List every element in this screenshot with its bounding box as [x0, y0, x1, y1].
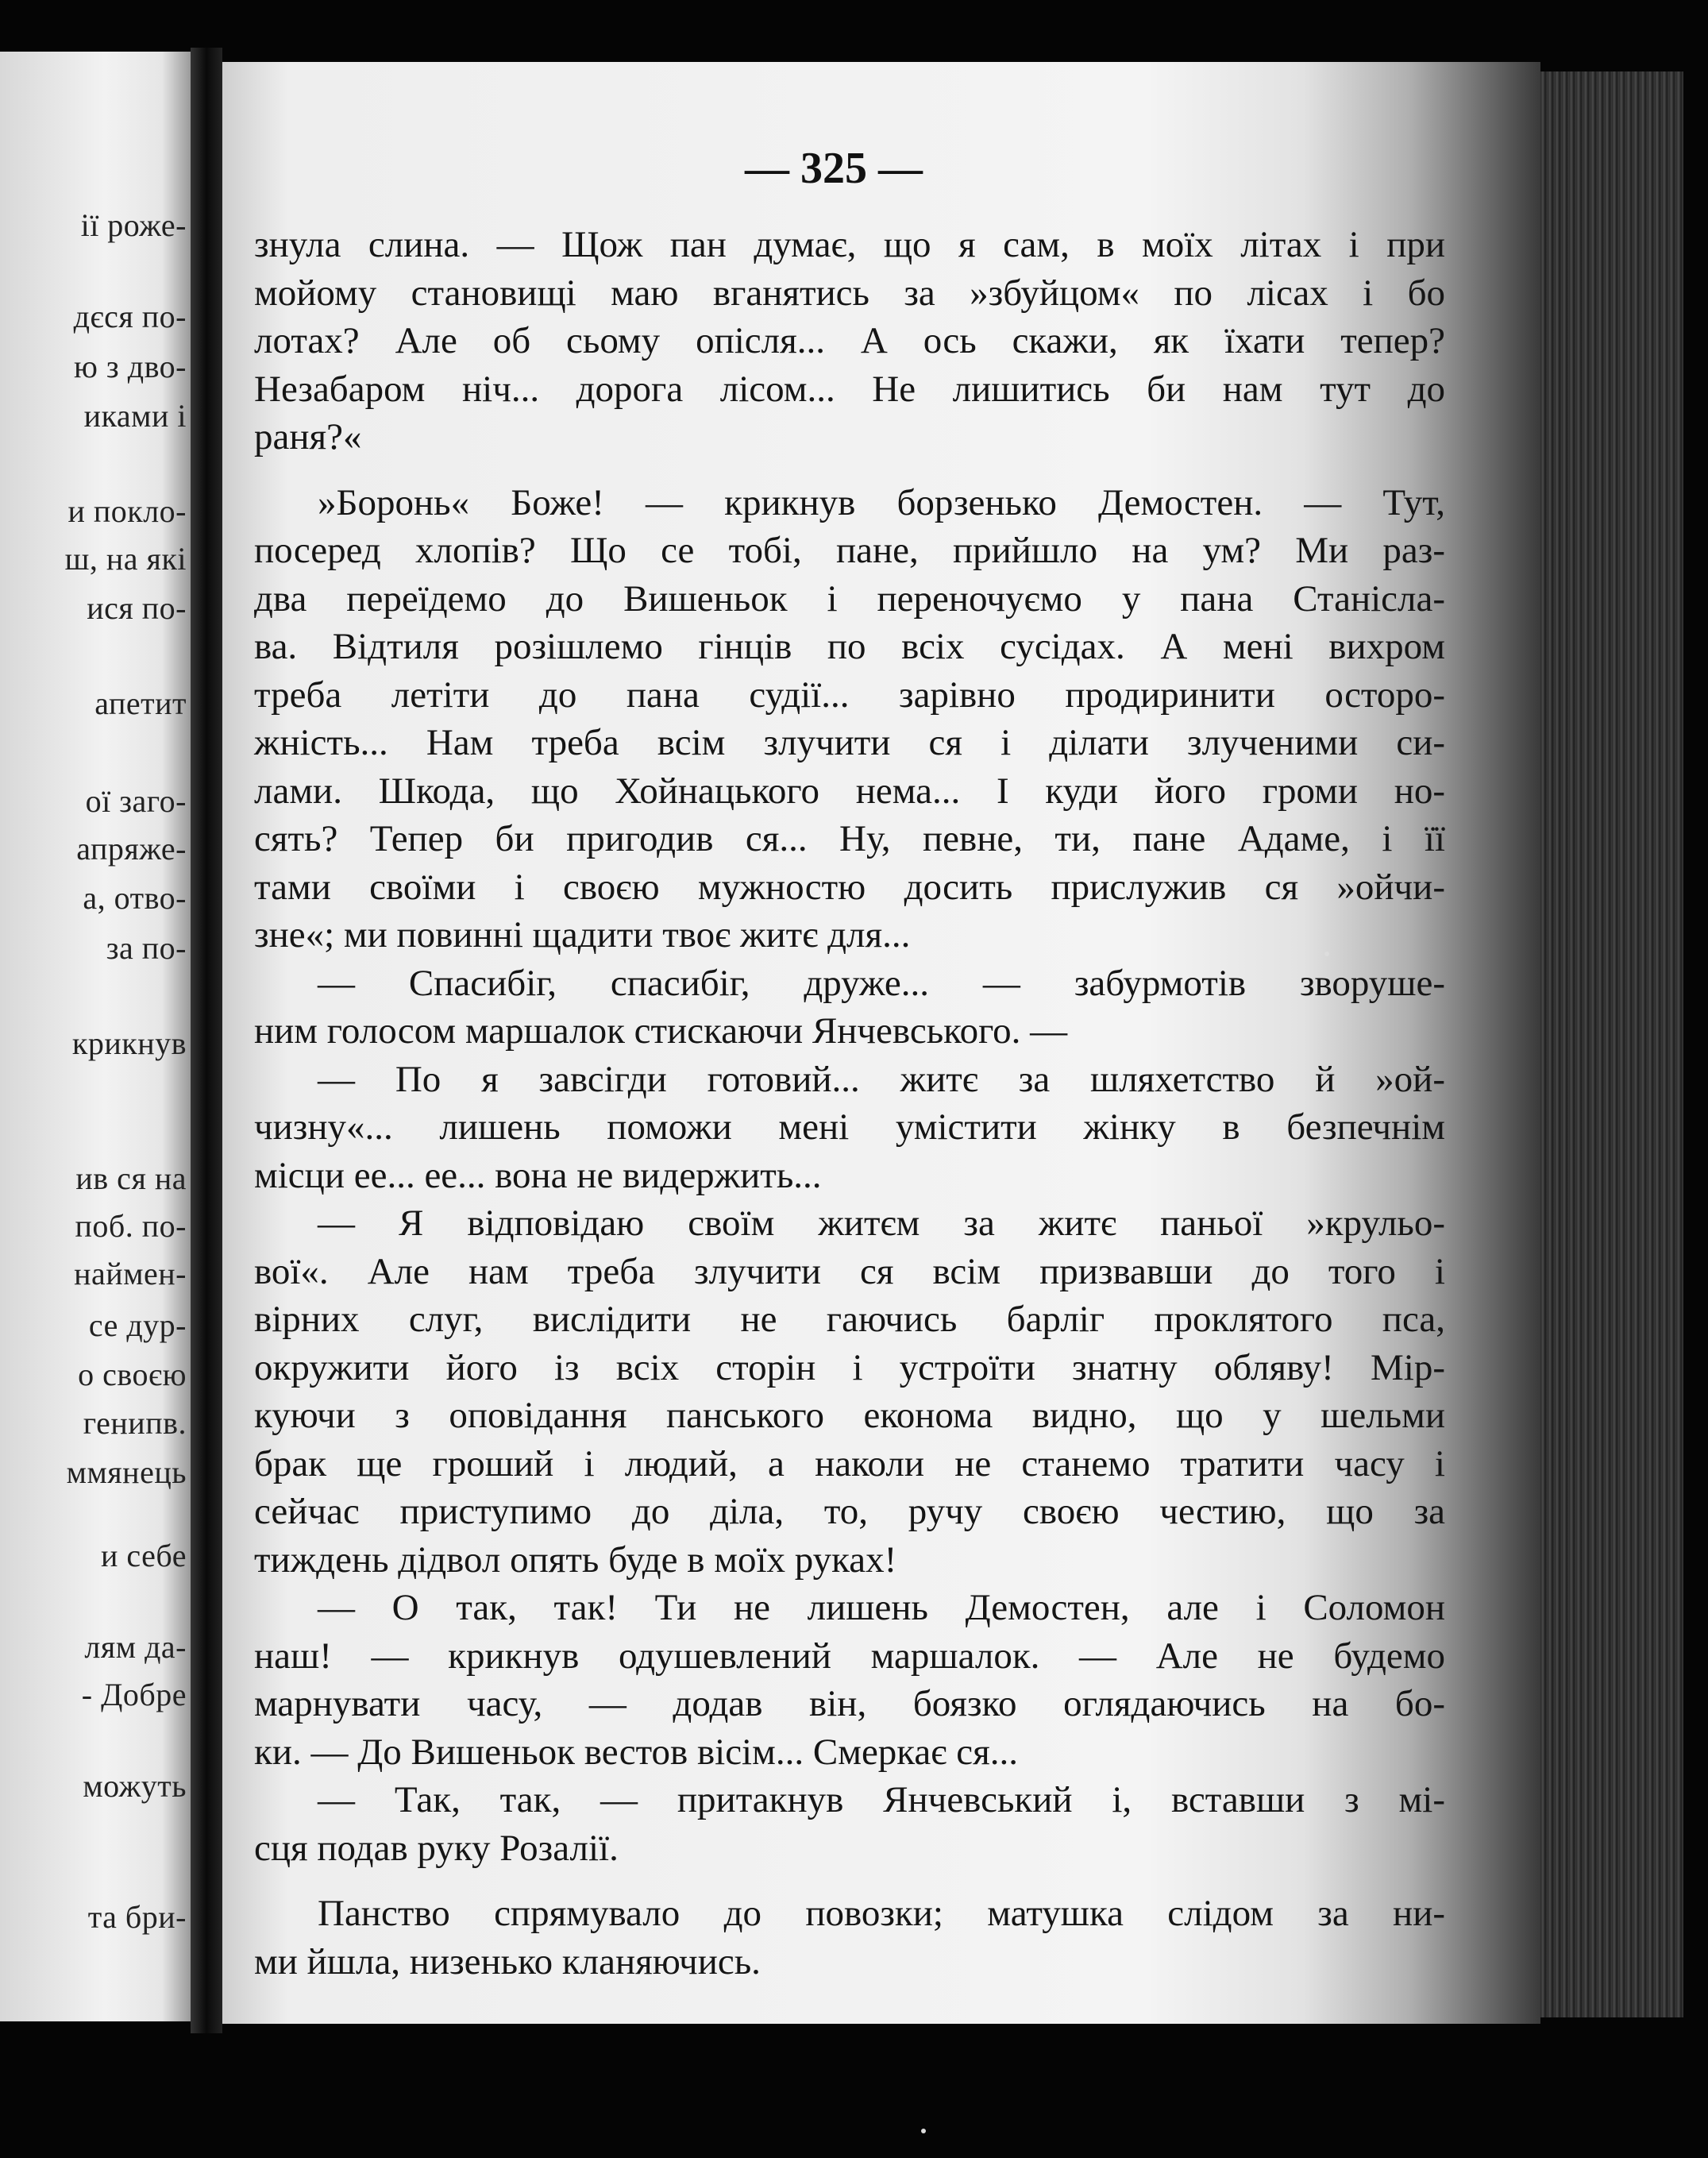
text-line: — Так, так, — притакнув Янчевський і, вставши з мі- — [318, 1779, 1445, 1820]
left-page-fragment: за по- — [106, 930, 187, 966]
left-page-fragment: наймен- — [74, 1256, 187, 1291]
left-page-fragment: дєся по- — [73, 299, 187, 334]
left-page-fragment: поб. по- — [75, 1208, 187, 1244]
left-page-fragment: ої заго- — [85, 783, 187, 819]
left-page-fragment: та бри- — [87, 1899, 187, 1935]
text-line: брак ще гроший і людий, а наколи не станемо тратити часу і — [254, 1442, 1445, 1484]
text-line: сейчас приступимо до діла, то, ручу своєю честию, що за — [254, 1491, 1445, 1532]
left-page-fragment: лям да- — [84, 1629, 187, 1665]
text-line: вірних слуг, вислідити не гаючись барліг проклятого пса, — [254, 1299, 1445, 1340]
text-line: »Боронь« Боже! — крикнув борзенько Демостен. — Тут, — [318, 481, 1445, 523]
left-page-fragment: а, отво- — [83, 880, 187, 916]
text-line: місци ее... ее... вона не видержить... — [254, 1154, 822, 1196]
text-line: чизну«... лишень поможи мені умістити жінку в безпечнім — [254, 1106, 1445, 1148]
left-page-fragment: апетит — [94, 685, 187, 721]
text-line: — По я завсігди готовий... житє за шляхетство й »ой- — [318, 1058, 1445, 1100]
left-page-fragment: ися по- — [87, 590, 187, 626]
text-line: Незабаром ніч... дорога лісом... Не лишитись би нам тут до — [254, 368, 1445, 410]
text-line: ки. — До Вишеньок вестов вісім... Смеркає ся... — [254, 1731, 1018, 1773]
left-page-fragment: ії роже- — [80, 207, 187, 243]
book-gutter — [191, 48, 222, 2033]
left-page — [0, 52, 191, 2021]
text-line: окружити його із всіх сторін і устроїти знатну обляву! Мір- — [254, 1346, 1445, 1388]
text-line: два переїдемо до Вишеньок і переночуємо у пана Станісла- — [254, 577, 1445, 620]
text-line: — О так, так! Ти не лишень Демостен, але і Соломон — [318, 1587, 1445, 1628]
text-line: наш! — крикнув одушевлений маршалок. — Але не будемо — [254, 1635, 1445, 1677]
text-line: куючи з оповідання панського економа видно, що у шельми — [254, 1395, 1445, 1436]
left-page-fragment: иками і — [83, 398, 187, 434]
text-line: ним голосом маршалок стискаючи Янчевського. — — [254, 1010, 1068, 1052]
text-line: посеред хлопів? Що се тобі, пане, прийшло на ум? Ми раз- — [254, 530, 1445, 571]
main-text-block — [254, 221, 1445, 1986]
text-line: вої«. Але нам треба злучити ся всім призвавши до того і — [254, 1250, 1445, 1292]
text-line: марнувати часу, — додав він, боязко оглядаючись на бо- — [254, 1683, 1445, 1724]
left-page-fragment: и себе — [101, 1538, 187, 1573]
left-page-fragment: можуть — [83, 1768, 187, 1804]
left-page-fragment: крикнув — [71, 1025, 187, 1061]
text-line: зне«; ми повинні щадити твоє житє для... — [254, 914, 911, 955]
text-line: ми йшла, низенько кланяючись. — [254, 1940, 761, 1982]
text-line: сять? Тепер би пригодив ся... Ну, певне, ти, пане Адаме, і її — [254, 818, 1445, 859]
page-number: — 325 — — [745, 144, 923, 193]
left-page-fragment: - Добре — [81, 1677, 187, 1712]
text-line: — Я відповідаю своїм житєм за житє паньої »крульо- — [318, 1203, 1445, 1244]
left-page-fragment: ив ся на — [75, 1160, 187, 1196]
left-page-fragment: ш, на які — [64, 541, 187, 577]
text-line: тами своїми і своєю мужностю досить прислужив ся »ойчи- — [254, 866, 1445, 908]
text-line: тиждень дідвол опять буде в моїх руках! — [254, 1538, 897, 1581]
left-page-fragment: ммянець — [66, 1454, 187, 1490]
left-page-fragment: апряже- — [76, 831, 187, 867]
text-line: знула слина. — Щож пан думає, що я сам, в моїх літах і при — [254, 224, 1445, 265]
text-line: сця подав руку Розалії. — [254, 1827, 619, 1869]
left-page-fragment: ю з дво- — [74, 349, 187, 384]
text-line: — Спасибіг, спасибіг, друже... — забурмотів зворуше- — [318, 962, 1445, 1004]
text-line: треба летіти до пана судії... зарівно продиринити осторо- — [254, 674, 1445, 716]
text-line: мойому становищі маю вганятись за »збуйцом« по лісах і бо — [254, 272, 1445, 314]
page-edges — [1540, 71, 1683, 2017]
dust-speck — [1324, 952, 1329, 956]
left-page-fragment: се дур- — [88, 1307, 187, 1343]
left-page-fragment: генипв. — [83, 1405, 187, 1441]
left-page-fragment: и покло- — [67, 493, 187, 529]
text-line: лотах? Але об сьому опісля... А ось скажи, як їхати тепер? — [254, 320, 1445, 361]
left-page-fragment: о своєю — [78, 1357, 187, 1392]
text-line: раня?« — [254, 416, 362, 457]
text-line: лами. Шкода, що Хойнацького нема... І куди його громи но- — [254, 770, 1445, 812]
text-line: Панство спрямувало до повозки; матушка слідом за ни- — [318, 1893, 1445, 1934]
text-line: ва. Відтиля розішлемо гінців по всіх сусідах. А мені вихром — [254, 626, 1445, 667]
text-line: жність... Нам треба всім злучити ся і ділати злученими си- — [254, 722, 1445, 763]
dust-speck — [921, 2129, 926, 2133]
